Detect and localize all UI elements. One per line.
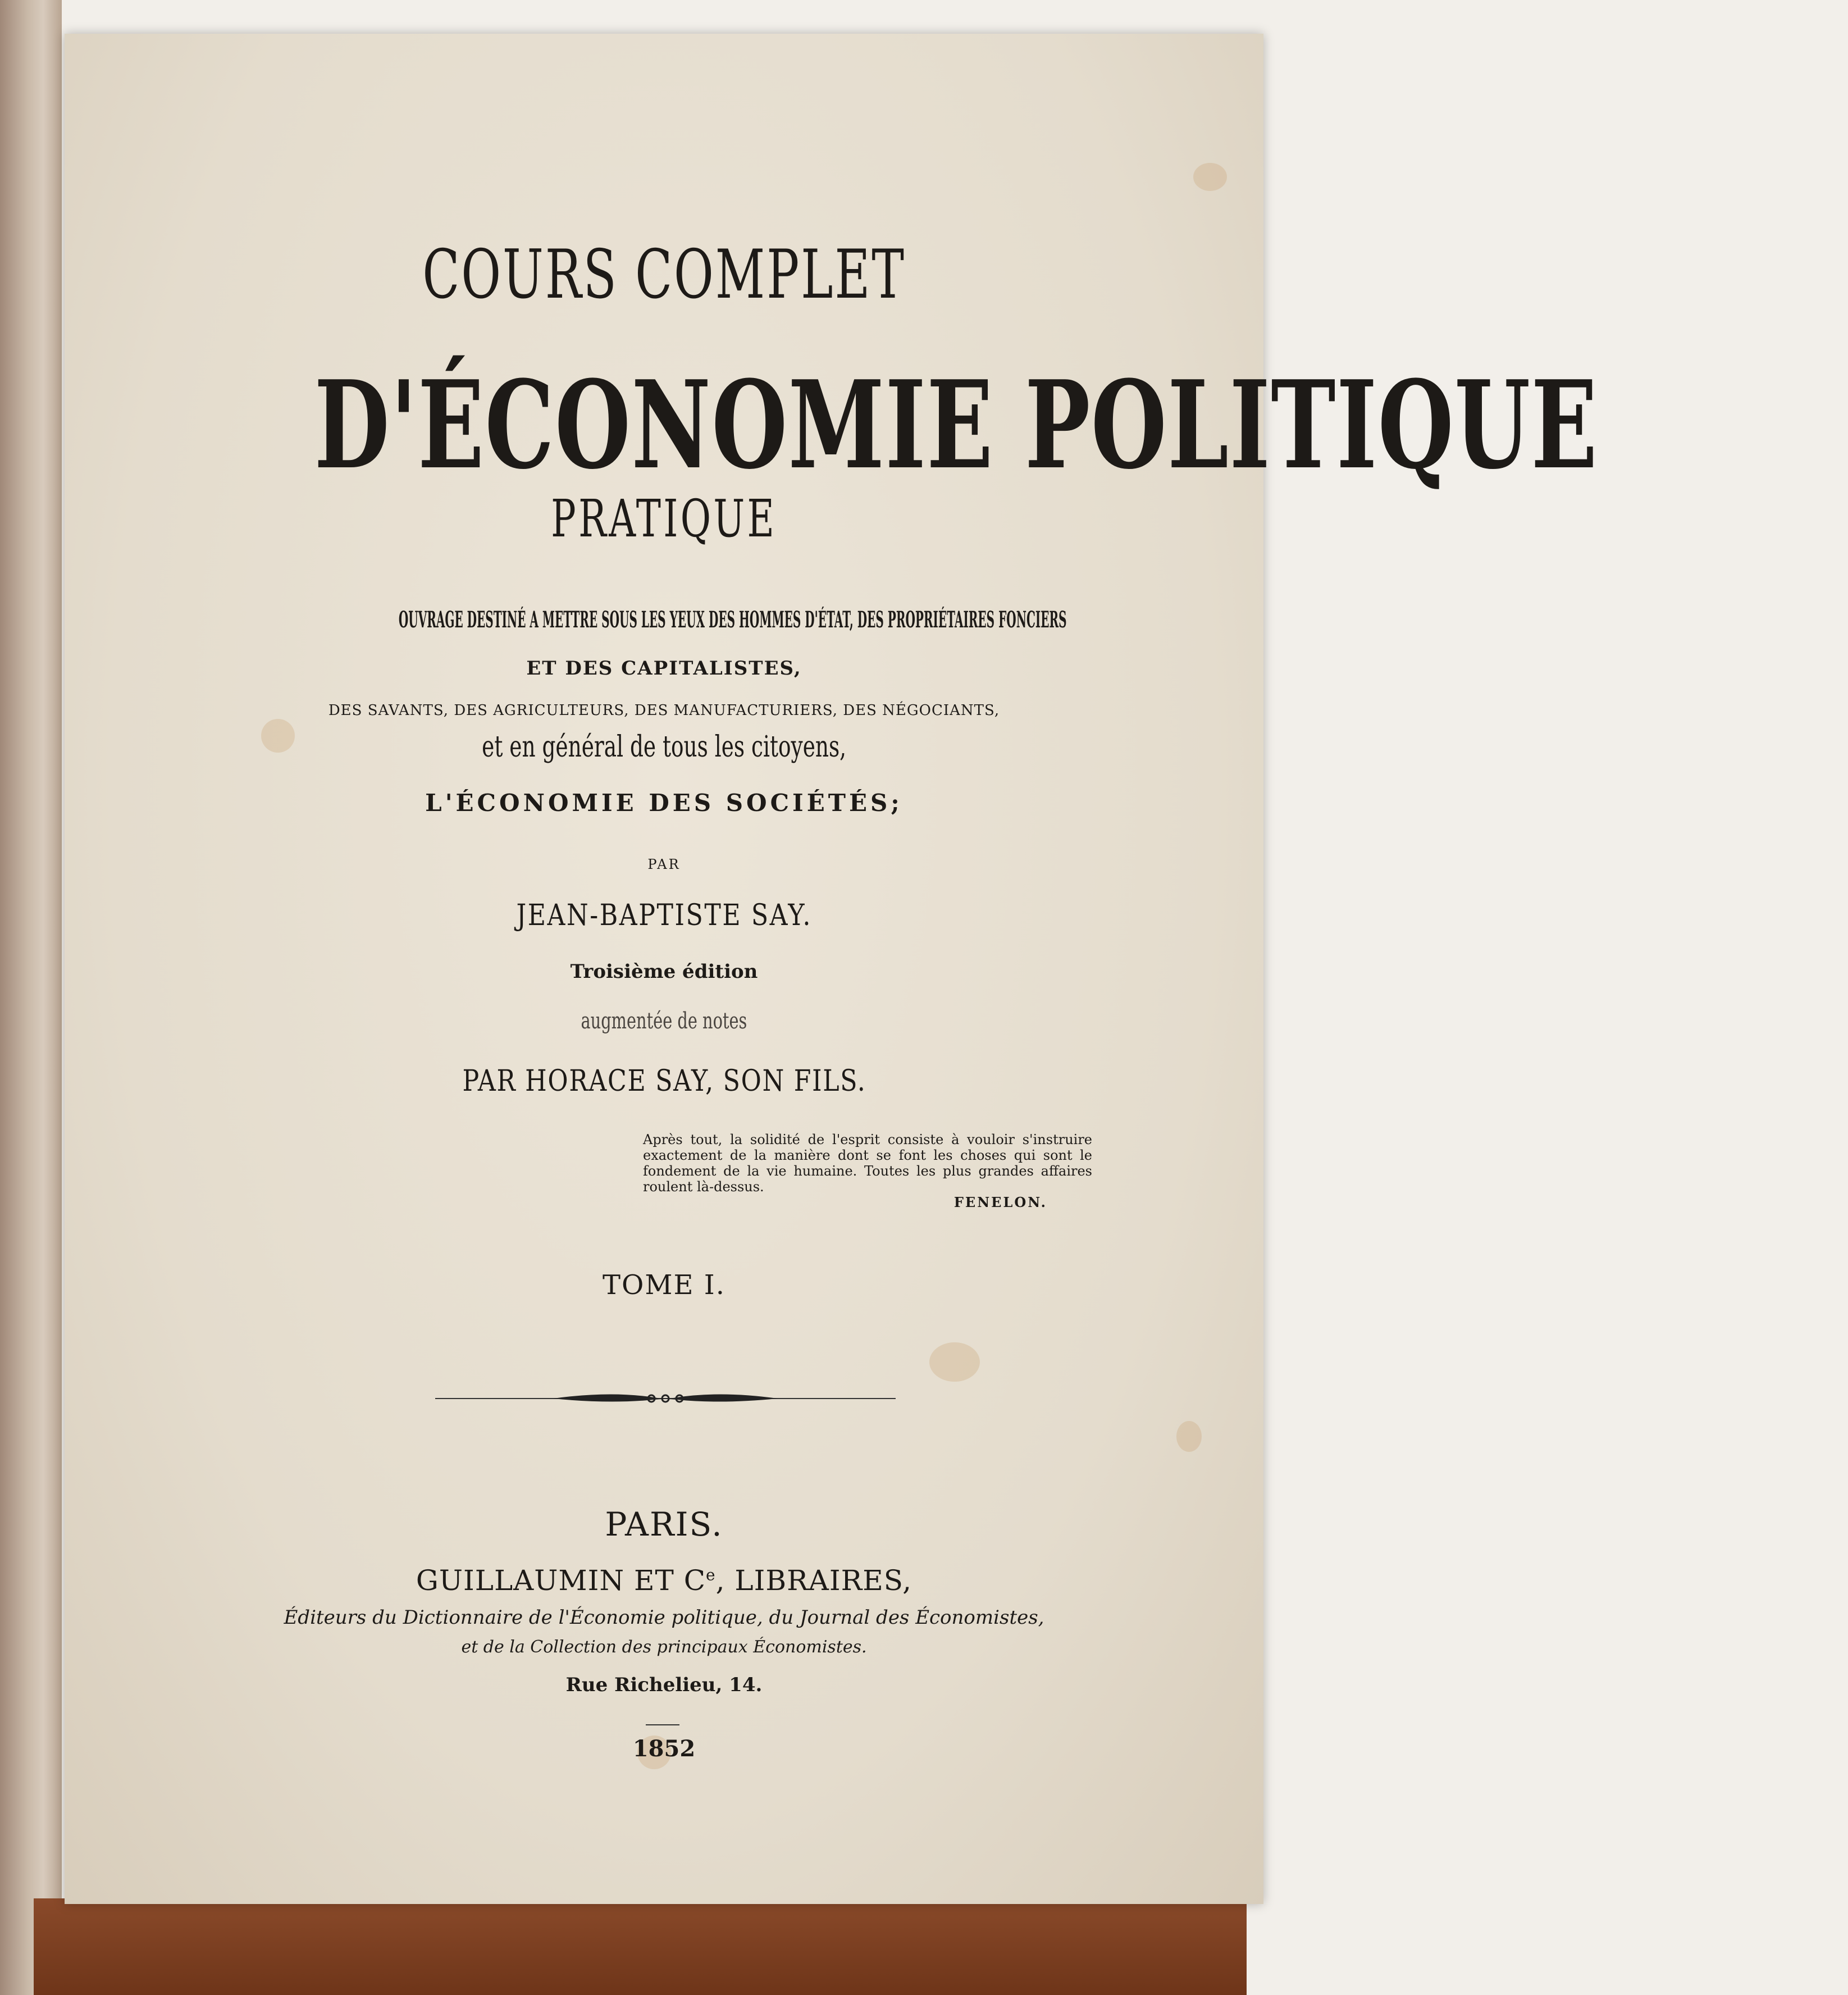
- title-line-2: D'ÉCONOMIE POLITIQUE: [314, 354, 1598, 496]
- author-par: PAR: [647, 857, 681, 872]
- imprint-year: 1852: [632, 1736, 696, 1762]
- volume-label: TOME I.: [602, 1269, 726, 1301]
- subtitle-line-5: L'ÉCONOMIE DES SOCIÉTÉS;: [425, 789, 903, 817]
- subtitle-line-4: et en général de tous les citoyens,: [482, 730, 846, 764]
- year-rule: [646, 1724, 679, 1725]
- title-page: [65, 34, 1598, 1904]
- book-cover-board: [34, 1898, 1247, 1995]
- book-binding: [0, 0, 62, 1995]
- epigraph-signature: FENELON.: [953, 1194, 1047, 1210]
- subtitle-line-3: DES SAVANTS, DES AGRICULTEURS, DES MANUFACTURIERS, DES NÉGOCIANTS,: [328, 702, 1000, 719]
- subtitle-line-1: OUVRAGE DESTINÉ A METTRE SOUS LES YEUX DES HOMMES D'ÉTAT, DES PROPRIÉTAIRES FONCIERS: [398, 607, 1067, 633]
- title-line-3: PRATIQUE: [551, 489, 777, 549]
- epigraph-text: Après tout, la solidité de l'esprit consiste à vouloir s'instruire exactement de la manière dont se font les choses qui sont le fondement de la vie humaine. Toutes les plus grandes affaires roulent là-dessus.: [643, 1132, 1092, 1195]
- ornament-divider-icon: [430, 1387, 901, 1408]
- foxing-stain: [1193, 163, 1227, 191]
- augmented-label: augmentée de notes: [581, 1008, 747, 1034]
- epigraph: [643, 1132, 1092, 1210]
- imprint-address: Rue Richelieu, 14.: [565, 1674, 763, 1696]
- edition-label: Troisième édition: [570, 960, 758, 983]
- author-name: JEAN-BAPTISTE SAY.: [516, 899, 812, 932]
- imprint-publisher: GUILLAUMIN ET Ce, LIBRAIRES,: [416, 1564, 912, 1597]
- title-line-1: COURS COMPLET: [422, 236, 906, 314]
- imprint-editors-line-2: et de la Collection des principaux Économistes.: [461, 1637, 867, 1657]
- imprint-editors-line-1: Éditeurs du Dictionnaire de l'Économie politique, du Journal des Économistes,: [284, 1606, 1044, 1629]
- subtitle-line-2: ET DES CAPITALISTES,: [526, 657, 802, 680]
- imprint-city: PARIS.: [605, 1505, 723, 1543]
- editor-name: PAR HORACE SAY, SON FILS.: [462, 1064, 866, 1098]
- foxing-stain: [929, 1342, 980, 1382]
- foxing-stain: [1176, 1421, 1202, 1452]
